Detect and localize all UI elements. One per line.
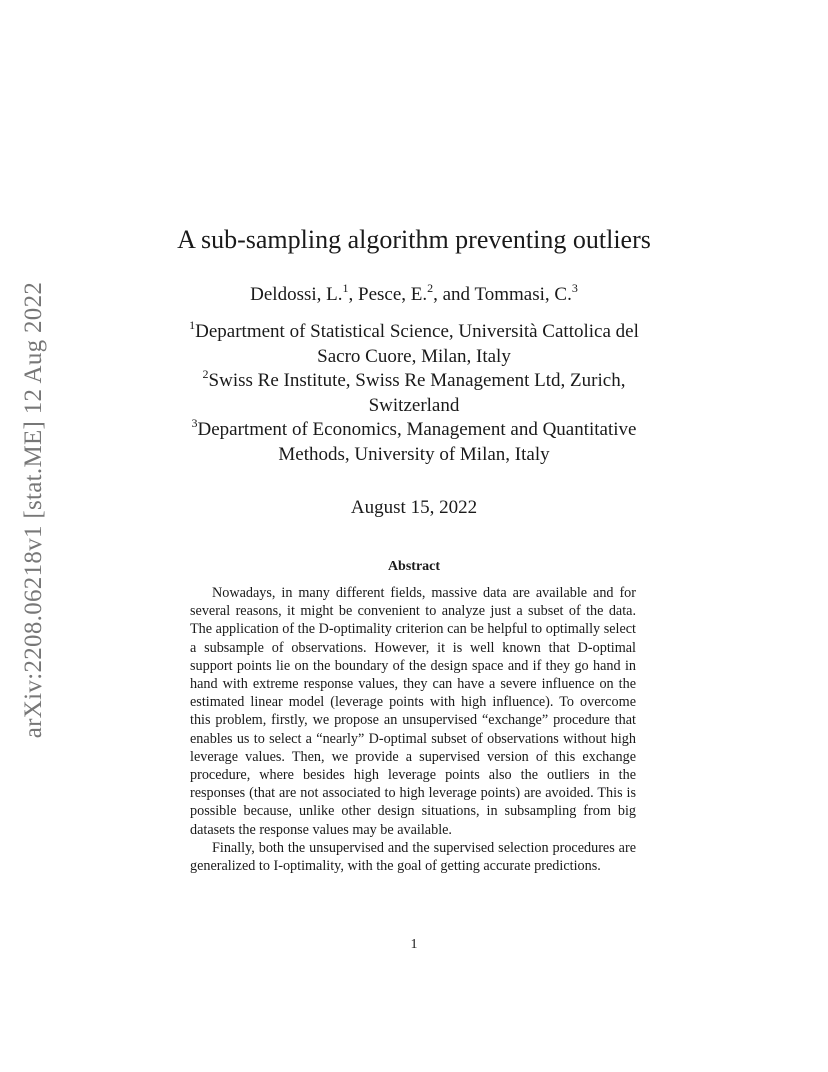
abstract-heading: Abstract — [387, 559, 441, 574]
affiliation-mark: 1 — [189, 318, 196, 332]
author-list — [0, 282, 828, 308]
arxiv-identifier-text: arXiv:2208.06218v1 [stat.ME] 12 Aug 2022 — [20, 281, 48, 739]
affiliation-line: Switzerland — [368, 394, 460, 416]
affiliation-line: Sacro Cuore, Milan, Italy — [317, 345, 511, 367]
affiliation-mark: 2 — [202, 367, 209, 381]
author-affiliation-mark: 3 — [571, 281, 578, 295]
affiliation-text: Swiss Re Institute, Swiss Re Management Ltd, Zurich, — [208, 370, 626, 391]
affiliation-line: Methods, University of Milan, Italy — [278, 443, 550, 465]
page-number: 1 — [410, 937, 418, 952]
author-separator: , — [348, 284, 358, 305]
affiliation-line — [150, 320, 678, 345]
abstract-body — [190, 584, 636, 875]
author-affiliation-mark: 1 — [342, 281, 349, 295]
abstract-paragraph: Nowadays, in many different fields, massive data are available and for several reasons, it might be convenient to analyze just a subset of the data. The application of the D-optimality criterion can be helpful to optimally select a subsample of observations. However, it is well known that D-optimal support points lie on the boundary of the design space and if they go hand in hand with extreme response values, they can have a severe influence on the estimated linear model (leverage points with high influence). To overcome this problem, firstly, we propose an unsupervised “exchange” procedure that enables us to select a “nearly” D-optimal subset of observations without high leverage values. Then, we provide a supervised version of this exchange procedure, where besides high leverage points also the outliers in the responses (that are not associated to high leverage points) are avoided. This is possible because, unlike other design situations, in subsampling from big datasets the response values may be available. — [190, 585, 636, 838]
author-separator: , and — [433, 284, 475, 305]
affiliation-text: Department of Statistical Science, Università Cattolica del — [195, 321, 639, 342]
affiliation-line — [150, 369, 678, 394]
author-name: Pesce, E. — [358, 284, 428, 305]
author-name: Tommasi, C. — [474, 284, 572, 305]
abstract-paragraph: Finally, both the unsupervised and the supervised selection procedures are generalized to I-optimality, with the goal of getting accurate predictions. — [190, 839, 636, 875]
affiliation-mark: 3 — [191, 416, 198, 430]
affiliation-list — [150, 320, 678, 467]
author-name: Deldossi, L. — [250, 284, 343, 305]
affiliation-line — [150, 418, 678, 443]
author-affiliation-mark: 2 — [427, 281, 434, 295]
paper-title: A sub-sampling algorithm preventing outliers — [177, 225, 651, 254]
affiliation-text: Department of Economics, Management and Quantitative — [197, 419, 637, 440]
paper-date: August 15, 2022 — [350, 497, 478, 518]
